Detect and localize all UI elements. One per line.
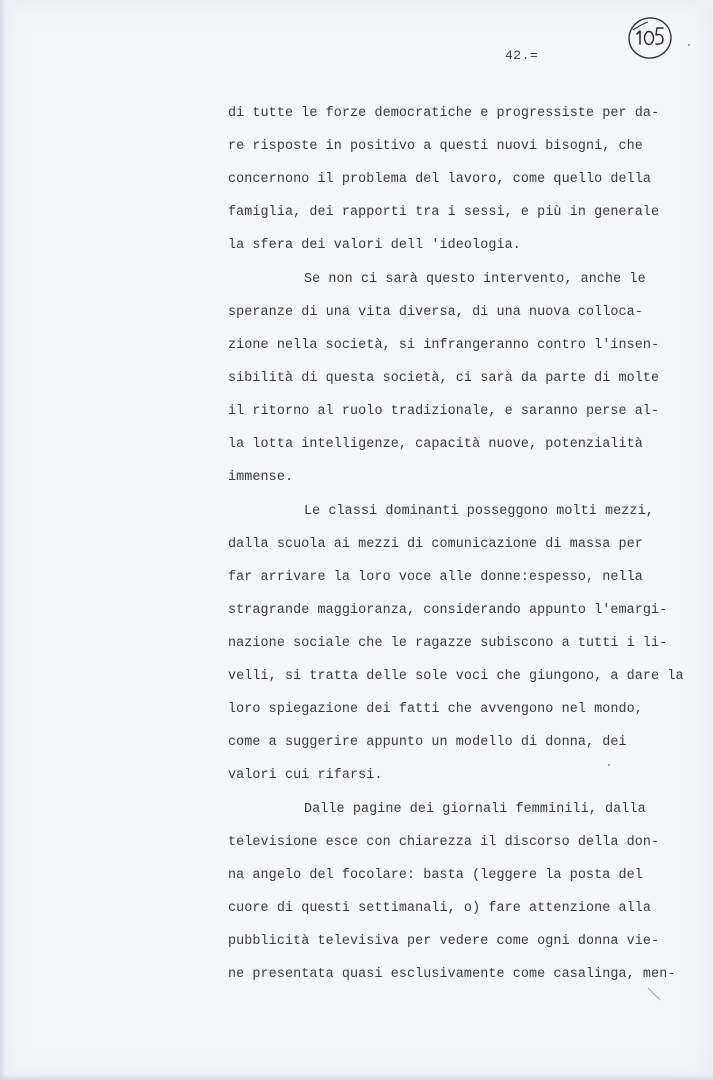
text-line: la sfera dei valori dell 'ideologia. [228, 238, 521, 253]
paper-speck [688, 44, 690, 46]
text-line: concernono il problema del lavoro, come quello della [228, 172, 652, 187]
paper-speck [608, 764, 610, 766]
text-line: immense. [228, 470, 294, 485]
text-line: loro spiegazione dei fatti che avvengono nel mondo, [228, 702, 643, 717]
archive-stamp-icon [626, 14, 674, 62]
text-line: far arrivare la loro voce alle donne:espesso, nella [228, 570, 643, 585]
page-edge-shadow-left [0, 0, 6, 1080]
text-line: come a suggerire appunto un modello di donna, dei [228, 735, 627, 750]
page-number: 42.= [505, 48, 539, 63]
text-line: di tutte le forze democratiche e progressiste per da- [228, 106, 660, 121]
text-line: dalla scuola ai mezzi di comunicazione di massa per [228, 537, 643, 552]
text-line: valori cui rifarsi. [228, 768, 383, 783]
text-line: ne presentata quasi esclusivamente come casalinga, men- [228, 967, 676, 982]
text-line: na angelo del focolare: basta (leggere la posta del [228, 868, 643, 883]
text-line: la lotta intelligenze, capacità nuove, potenzialità [228, 437, 643, 452]
text-line: velli, si tratta delle sole voci che giungono, a dare la [228, 669, 684, 684]
text-line: speranze di una vita diversa, di una nuova colloca- [228, 305, 643, 320]
text-line: Se non ci sarà questo intervento, anche le [304, 272, 646, 287]
paper-mark-icon [646, 986, 664, 1004]
text-line: Le classi dominanti posseggono molti mezzi, [304, 504, 654, 519]
text-line: zione nella società, si infrangeranno contro l'insen- [228, 338, 660, 353]
text-line: Dalle pagine dei giornali femminili, dalla [304, 802, 646, 817]
text-line: il ritorno al ruolo tradizionale, e saranno perse al- [228, 404, 660, 419]
text-line: re risposte in positivo a questi nuovi bisogni, che [228, 139, 643, 154]
text-line: nazione sociale che le ragazze subiscono a tutti i li- [228, 636, 668, 651]
text-line: stragrande maggioranza, considerando appunto l'emargi- [228, 603, 668, 618]
text-line: cuore di questi settimanali, o) fare attenzione alla [228, 901, 652, 916]
text-line: pubblicità televisiva per vedere come ogni donna vie- [228, 934, 660, 949]
text-line: famiglia, dei rapporti tra i sessi, e più in generale [228, 205, 660, 220]
text-line: televisione esce con chiarezza il discorso della don- [228, 835, 660, 850]
text-line: sibilità di questa società, ci sarà da parte di molte [228, 371, 660, 386]
page-edge-shadow-bottom [0, 1074, 713, 1080]
